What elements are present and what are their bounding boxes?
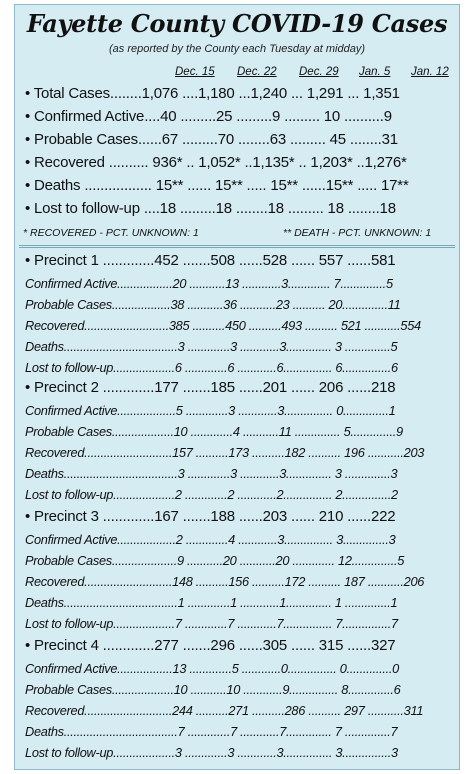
subtitle: (as reported by the County each Tuesday at midday) (109, 43, 365, 55)
covid-cases-table-card (14, 4, 460, 770)
precinct-2-lost-to-follow-up: Lost to follow-up...................2 .............2 ............2............... 2...............2 (25, 487, 398, 502)
precinct-2-recovered: Recovered...........................157 ..........173 ..........182 .......... 196 ...........203 (25, 445, 425, 460)
date-header-dec-22: Dec. 22 (237, 66, 277, 78)
date-header-jan-5: Jan. 5 (359, 66, 391, 78)
precinct-3-recovered: Recovered...........................148 ..........156 ..........172 .......... 187 ...........206 (25, 574, 425, 589)
precinct-1-deaths: Deaths...................................3 .............3 ............3.............. 3 ..............5 (25, 339, 398, 354)
section-divider (19, 245, 455, 248)
summary-deaths: • Deaths ................. 15** ...... 15** ..... 15** ......15** ..... 17** (25, 177, 409, 194)
precinct-2-header: • Precinct 2 .............177 .......185 ......201 ...... 206 ......218 (25, 379, 396, 396)
page-title: Fayette County COVID-19 Cases (26, 9, 448, 38)
precinct-2-confirmed-active: Confirmed Active..................5 .............3 ............3............... 0..............1 (25, 403, 396, 418)
precinct-3-confirmed-active: Confirmed Active..................2 .............4 ............3............... 3..............3 (25, 532, 396, 547)
precinct-4-deaths: Deaths...................................7 .............7 ............7.............. 7 ..............7 (25, 724, 398, 739)
precinct-1-header: • Precinct 1 .............452 .......508 ......528 ...... 557 ......581 (25, 252, 396, 269)
precinct-1-recovered: Recovered..........................385 ..........450 ..........493 .......... 521 ...........554 (25, 318, 421, 333)
note-recovered: * RECOVERED - PCT. UNKNOWN: 1 (23, 227, 199, 239)
precinct-2-deaths: Deaths...................................3 .............3 ............3.............. 3 ..............3 (25, 466, 398, 481)
note-death: ** DEATH - PCT. UNKNOWN: 1 (283, 227, 432, 239)
precinct-4-header: • Precinct 4 .............277 .......296 ......305 ...... 315 ......327 (25, 637, 396, 654)
summary-recovered: • Recovered .......... 936* .. 1,052* ..1,135* .. 1,203* ..1,276* (25, 154, 407, 171)
date-header-dec-29: Dec. 29 (299, 66, 339, 78)
summary-confirmed-active: • Confirmed Active....40 .........25 .........9 ......... 10 ..........9 (25, 108, 392, 125)
precinct-3-lost-to-follow-up: Lost to follow-up...................7 .............7 ............7............... 7...............7 (25, 616, 398, 631)
date-header-jan-12: Jan. 12 (411, 66, 449, 78)
precinct-3-header: • Precinct 3 .............167 .......188 ......203 ...... 210 ......222 (25, 508, 396, 525)
precinct-3-deaths: Deaths...................................1 .............1 ............1.............. 1 ..............1 (25, 595, 398, 610)
date-header-dec-15: Dec. 15 (175, 66, 215, 78)
summary-total-cases: • Total Cases........1,076 ....1,180 ...1,240 ... 1,291 ... 1,351 (25, 85, 400, 102)
precinct-1-probable-cases: Probable Cases..................38 ...........36 ...........23 .......... 20..............11 (25, 297, 401, 312)
precinct-1-confirmed-active: Confirmed Active.................20 ...........13 ............3............. 7..............5 (25, 276, 393, 291)
precinct-1-lost-to-follow-up: Lost to follow-up...................6 .............6 ............6............... 6...............6 (25, 360, 398, 375)
precinct-2-probable-cases: Probable Cases...................10 .............4 ...........11 .............. 5..............9 (25, 424, 403, 439)
precinct-4-confirmed-active: Confirmed Active.................13 .............5 ............0............... 0..............0 (25, 661, 399, 676)
precinct-3-probable-cases: Probable Cases....................9 ...........20 ...........20 ............. 12..............5 (25, 553, 405, 568)
precinct-4-lost-to-follow-up: Lost to follow-up...................3 .............3 ............3............... 3...............3 (25, 745, 398, 760)
precinct-4-probable-cases: Probable Cases...................10 ...........10 ............9............... 8..............6 (25, 682, 401, 697)
summary-probable-cases: • Probable Cases......67 .........70 ........63 ......... 45 ........31 (25, 131, 398, 148)
summary-lost-to-follow-up: • Lost to follow-up ....18 .........18 ........18 ......... 18 ........18 (25, 200, 396, 217)
precinct-4-recovered: Recovered...........................244 ..........271 ..........286 .......... 297 ...........311 (25, 703, 424, 718)
